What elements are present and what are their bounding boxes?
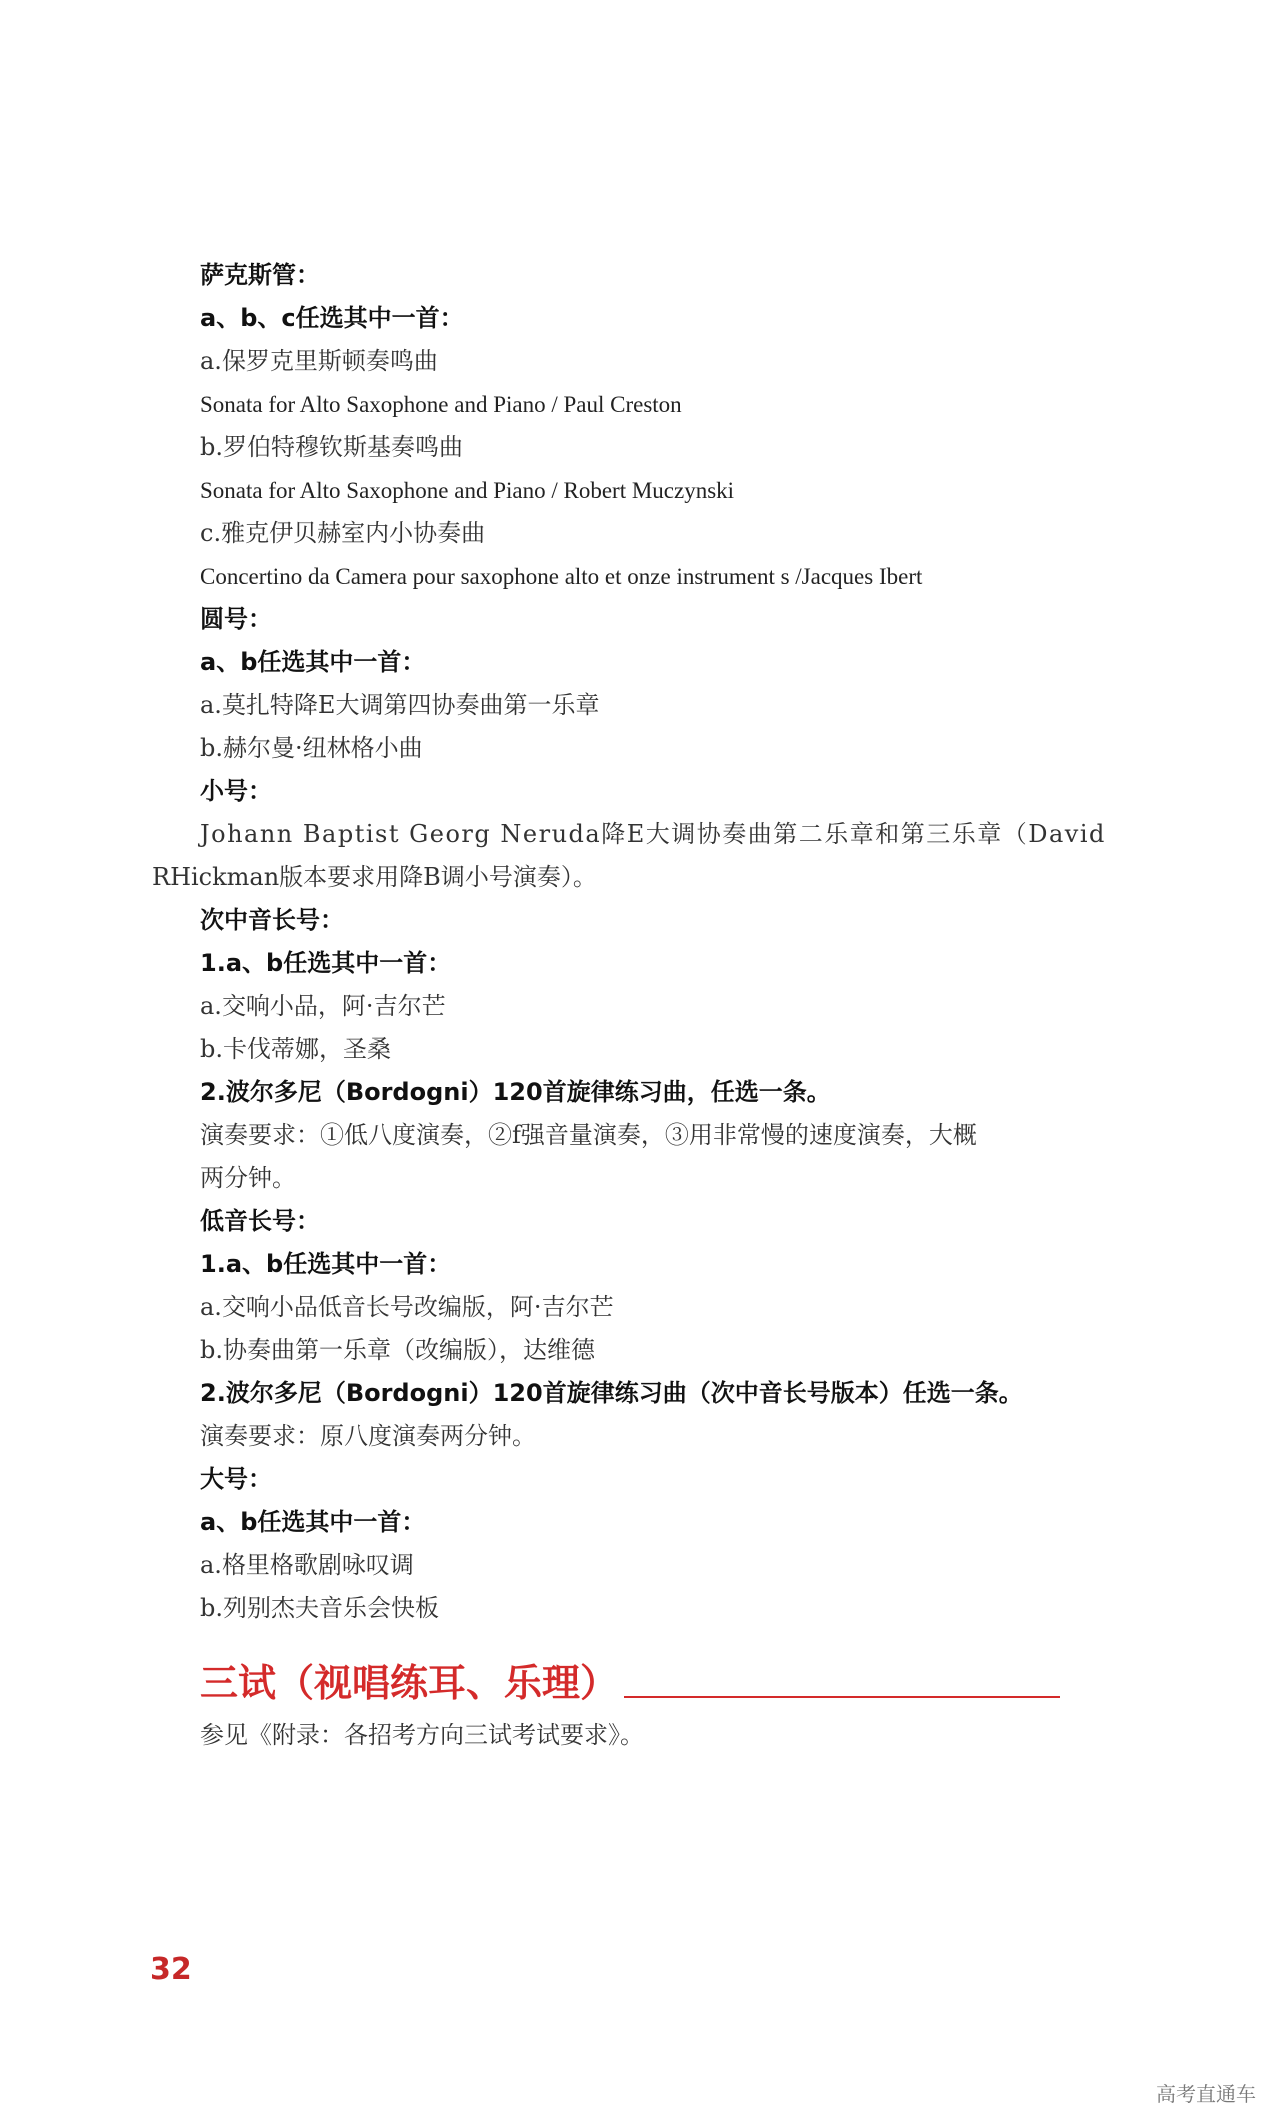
horn-item-b: b.赫尔曼·纽林格小曲 bbox=[200, 734, 423, 762]
section-divider bbox=[624, 1696, 1060, 1698]
tuba-item-a: a.格里格歌剧咏叹调 bbox=[200, 1551, 414, 1579]
tuba-heading: 大号： bbox=[200, 1465, 272, 1493]
bass-trombone-item2: 2.波尔多尼（Bordogni）120首旋律练习曲（次中音长号版本）任选一条。 bbox=[200, 1379, 1023, 1407]
page-number: 32 bbox=[150, 1952, 192, 1987]
tenor-trombone-requirement-line1: 演奏要求：①低八度演奏，②f强音量演奏，③用非常慢的速度演奏，大概 bbox=[200, 1121, 977, 1149]
section-three-title: 三试（视唱练耳、乐理） bbox=[200, 1661, 619, 1705]
saxophone-item-a-en: Sonata for Alto Saxophone and Piano / Paul Creston bbox=[200, 392, 682, 417]
tenor-trombone-item1: 1.a、b任选其中一首： bbox=[200, 949, 452, 977]
bass-trombone-item1: 1.a、b任选其中一首： bbox=[200, 1250, 452, 1278]
saxophone-item-a-cn: a.保罗克里斯顿奏鸣曲 bbox=[200, 347, 438, 375]
tenor-trombone-requirement-line2: 两分钟。 bbox=[200, 1164, 296, 1192]
horn-instruction: a、b任选其中一首： bbox=[200, 648, 426, 676]
watermark: 高考直通车 bbox=[1156, 2082, 1256, 2106]
bass-trombone-item-b: b.协奏曲第一乐章（改编版），达维德 bbox=[200, 1336, 595, 1364]
section-three-header bbox=[200, 1652, 1060, 1708]
saxophone-item-b-cn: b.罗伯特穆钦斯基奏鸣曲 bbox=[200, 433, 463, 461]
bass-trombone-requirement: 演奏要求：原八度演奏两分钟。 bbox=[200, 1422, 536, 1450]
tenor-trombone-heading: 次中音长号： bbox=[200, 906, 344, 934]
tuba-instruction: a、b任选其中一首： bbox=[200, 1508, 426, 1536]
horn-item-a: a.莫扎特降E大调第四协奏曲第一乐章 bbox=[200, 691, 600, 719]
saxophone-heading: 萨克斯管： bbox=[200, 261, 320, 289]
section-three-text: 参见《附录：各招考方向三试考试要求》。 bbox=[200, 1721, 644, 1749]
saxophone-item-c-en: Concertino da Camera pour saxophone alto et onze instrument s /Jacques Ibert bbox=[200, 564, 923, 589]
trumpet-heading: 小号： bbox=[200, 777, 272, 805]
trumpet-text-line2: RHickman版本要求用降B调小号演奏）。 bbox=[152, 863, 597, 891]
saxophone-item-c-cn: c.雅克伊贝赫室内小协奏曲 bbox=[200, 519, 486, 547]
tenor-trombone-item-a: a.交响小品，阿·吉尔芒 bbox=[200, 992, 446, 1020]
saxophone-item-b-en: Sonata for Alto Saxophone and Piano / Robert Muczynski bbox=[200, 478, 735, 503]
trumpet-text-line1: Johann Baptist Georg Neruda降E大调协奏曲第二乐章和第三乐章（David bbox=[200, 820, 1106, 848]
tenor-trombone-item2: 2.波尔多尼（Bordogni）120首旋律练习曲，任选一条。 bbox=[200, 1078, 831, 1106]
bass-trombone-item-a: a.交响小品低音长号改编版，阿·吉尔芒 bbox=[200, 1293, 614, 1321]
horn-heading: 圆号： bbox=[200, 605, 272, 633]
saxophone-instruction: a、b、c任选其中一首： bbox=[200, 304, 464, 332]
bass-trombone-heading: 低音长号： bbox=[200, 1207, 320, 1235]
tenor-trombone-item-b: b.卡伐蒂娜，圣桑 bbox=[200, 1035, 391, 1063]
page-content bbox=[152, 254, 1106, 1757]
tuba-item-b: b.列别杰夫音乐会快板 bbox=[200, 1594, 439, 1622]
